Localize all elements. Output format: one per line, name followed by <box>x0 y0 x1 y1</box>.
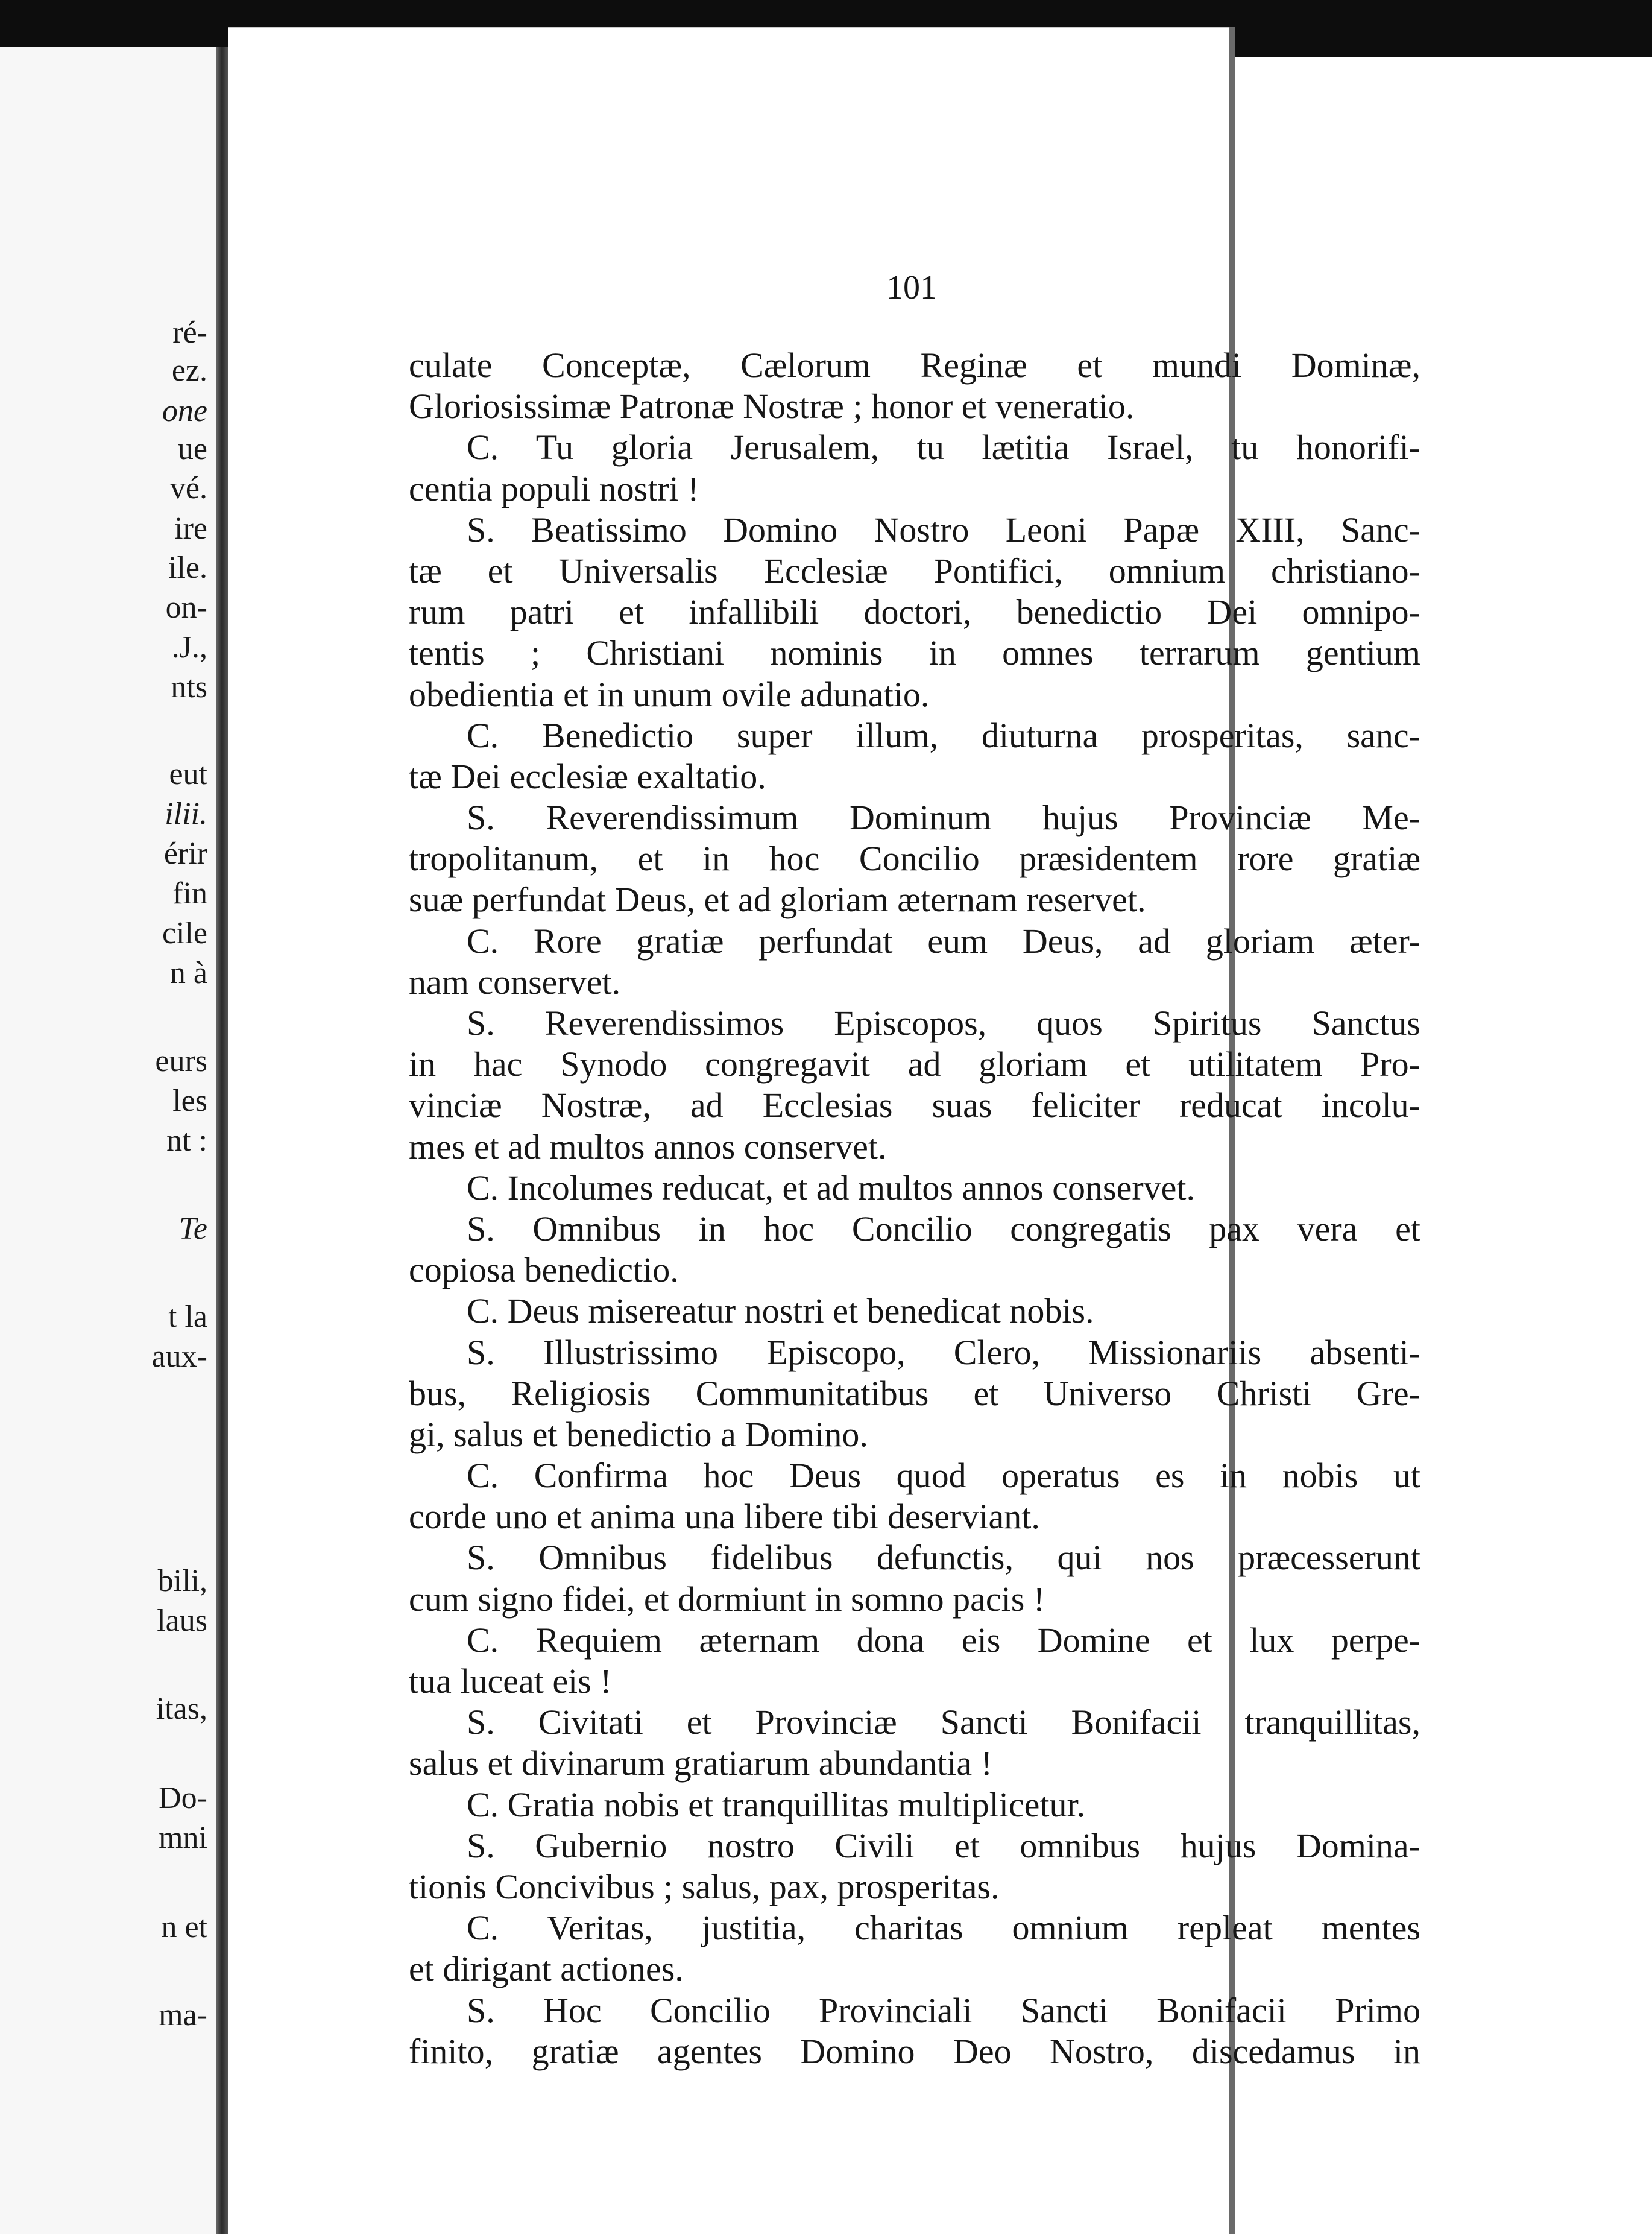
text-line: C. Gratia nobis et tranquillitas multiplicetur. <box>467 1785 1086 1824</box>
text-line: in hac Synodo congregavit ad gloriam et utilitatem Pro- <box>409 1045 1420 1084</box>
facing-page-fragment: nts <box>171 670 207 704</box>
facing-page-fragment: ma- <box>159 1998 207 2032</box>
facing-page-fragment: érir <box>163 836 207 871</box>
text-line: rum patri et infallibili doctori, benedictio Dei omnipo- <box>409 592 1420 632</box>
text-line: copiosa benedictio. <box>409 1250 679 1290</box>
facing-page-fragment: ue <box>177 432 207 466</box>
text-line: tæ et Universalis Ecclesiæ Pontifici, omnium christiano- <box>409 551 1420 590</box>
text-line: gi, salus et benedictio a Domino. <box>409 1414 868 1454</box>
text-line: Gloriosissimæ Patronæ Nostræ ; honor et veneratio. <box>409 387 1135 426</box>
facing-page-fragment: fin <box>172 876 207 911</box>
facing-page-fragment: .J., <box>171 630 207 665</box>
text-line: S. Reverendissimos Episcopos, quos Spiritus Sanctus <box>467 1004 1420 1043</box>
text-line: tentis ; Christiani nominis in omnes terrarum gentium <box>409 633 1420 673</box>
text-line: S. Reverendissimum Dominum hujus Provinciæ Me- <box>467 798 1420 838</box>
facing-page-left <box>0 47 216 2234</box>
facing-page-fragment: cile <box>162 916 207 950</box>
text-line: S. Omnibus in hoc Concilio congregatis pax vera et <box>467 1209 1420 1248</box>
facing-page-fragment: ez. <box>171 353 207 388</box>
body-text <box>409 345 1420 2072</box>
text-line: culate Conceptæ, Cælorum Reginæ et mundi Dominæ, <box>409 346 1420 385</box>
facing-page-fragment: n à <box>169 956 207 990</box>
facing-page-fragment: eut <box>169 757 207 791</box>
facing-page-fragment: aux- <box>151 1339 207 1374</box>
text-line: cum signo fidei, et dormiunt in somno pacis ! <box>409 1579 1045 1619</box>
text-line: C. Rore gratiæ perfundat eum Deus, ad gloriam æter- <box>467 921 1420 961</box>
facing-page-fragment: one <box>162 394 207 428</box>
facing-page-fragment: Do- <box>159 1781 207 1815</box>
facing-page-fragment: Te <box>178 1212 207 1246</box>
text-line: C. Confirma hoc Deus quod operatus es in nobis ut <box>467 1456 1420 1496</box>
binding-gutter <box>216 47 228 2234</box>
text-line: centia populi nostri ! <box>409 469 699 508</box>
text-line: tionis Concivibus ; salus, pax, prosperitas. <box>409 1867 1000 1906</box>
facing-page-fragment: les <box>172 1084 207 1118</box>
facing-page-fragment: nt : <box>166 1124 207 1158</box>
facing-page-fragment: vé. <box>169 471 207 505</box>
text-line: tæ Dei ecclesiæ exaltatio. <box>409 756 766 796</box>
facing-page-fragment: t la <box>168 1300 207 1334</box>
text-line: S. Beatissimo Domino Nostro Leoni Papæ XIII, Sanc- <box>467 510 1420 549</box>
text-line: et dirigant actiones. <box>409 1949 684 1989</box>
facing-page-fragment: n et <box>161 1910 207 1944</box>
text-line: S. Illustrissimo Episcopo, Clero, Missionariis absenti- <box>467 1332 1420 1372</box>
facing-page-fragment: on- <box>165 590 207 625</box>
text-line: S. Hoc Concilio Provinciali Sancti Bonifacii Primo <box>467 1990 1420 2030</box>
text-line: C. Requiem æternam dona eis Domine et lux perpe- <box>467 1620 1420 1660</box>
facing-page-fragment: itas, <box>156 1692 207 1726</box>
text-line: C. Tu gloria Jerusalem, tu lætitia Israel, tu honorifi- <box>467 428 1420 467</box>
text-line: bus, Religiosis Communitatibus et Universo Christi Gre- <box>409 1373 1420 1413</box>
text-line: tropolitanum, et in hoc Concilio præsidentem rore gratiæ <box>409 839 1420 879</box>
facing-page-fragment: eurs <box>155 1044 207 1078</box>
text-line: vinciæ Nostræ, ad Ecclesias suas feliciter reducat incolu- <box>409 1086 1420 1125</box>
text-line: mes et ad multos annos conservet. <box>409 1127 887 1166</box>
text-line: C. Veritas, justitia, charitas omnium repleat mentes <box>467 1908 1420 1948</box>
text-line: salus et divinarum gratiarum abundantia ! <box>409 1743 992 1783</box>
text-line: C. Benedictio super illum, diuturna prosperitas, sanc- <box>467 715 1420 755</box>
text-line: C. Deus misereatur nostri et benedicat nobis. <box>467 1291 1094 1331</box>
text-line: tua luceat eis ! <box>409 1661 612 1701</box>
text-line: S. Omnibus fidelibus defunctis, qui nos præcesserunt <box>467 1538 1420 1578</box>
facing-page-fragment: ile. <box>168 551 207 585</box>
text-line: obedientia et in unum ovile adunatio. <box>409 674 930 714</box>
text-line: suæ perfundat Deus, et ad gloriam æternam reservet. <box>409 880 1146 920</box>
facing-page-fragment: ré- <box>172 315 207 350</box>
facing-page-fragment: ilii. <box>165 797 207 831</box>
facing-page-fragment: laus <box>157 1604 207 1638</box>
text-line: S. Gubernio nostro Civili et omnibus hujus Domina- <box>467 1826 1420 1865</box>
text-line: corde uno et anima una libere tibi deserviant. <box>409 1497 1040 1537</box>
text-line: S. Civitati et Provinciæ Sancti Bonifacii tranquillitas, <box>467 1702 1420 1742</box>
text-line: finito, gratiæ agentes Domino Deo Nostro, discedamus in <box>409 2031 1420 2071</box>
facing-page-fragment: mni <box>159 1821 207 1855</box>
facing-page-fragment: ire <box>174 511 207 546</box>
text-line: C. Incolumes reducat, et ad multos annos conservet. <box>467 1168 1196 1207</box>
text-line: nam conservet. <box>409 962 621 1002</box>
page-number: 101 <box>886 269 937 306</box>
facing-page-fragment: bili, <box>157 1564 207 1598</box>
